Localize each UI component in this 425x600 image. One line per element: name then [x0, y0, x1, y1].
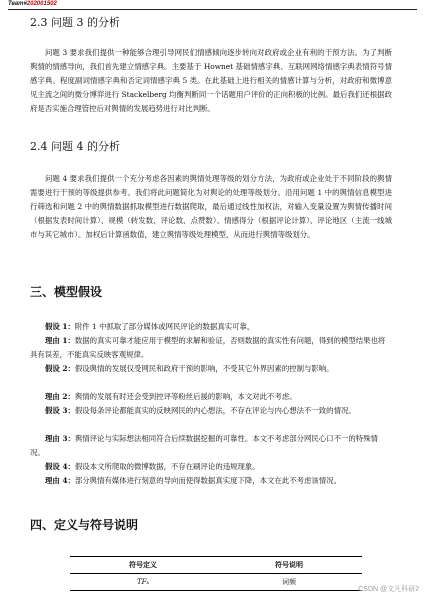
- symbol-table: [70, 556, 362, 591]
- section-2-4-title: 2.4 问题 4 的分析: [30, 140, 120, 153]
- reason-1-text: 数据的真实可靠才能应用于模型的求解和验证，否则数据的真实性有问题，得到的模型结果也将具有误差，不能真实反映客观规律。: [30, 336, 386, 359]
- hypothesis-1-text: 附件 1 中抓取了部分媒体或网民评论的数据真实可靠，: [74, 322, 255, 331]
- reason-2: [30, 390, 392, 404]
- symbol-table-header-row: [70, 557, 362, 574]
- section-4-title: 四、定义与符号说明: [30, 518, 139, 532]
- hypothesis-1: [30, 320, 392, 334]
- hypothesis-3-text: 假设每条评论都能真实的反映网民的内心想法，不存在评论与内心想法不一致的情况。: [74, 406, 356, 415]
- symbol-cell: TFₖ: [136, 578, 150, 586]
- hypothesis-3: [30, 404, 392, 418]
- hypothesis-3-label: 假设 3：: [45, 406, 75, 415]
- team-number-header: [8, 1, 57, 7]
- section-2-4-body: 问题 4 要求我们提供一个充分考虑各因素的舆情处理等级的划分方法，为政府或企业处于不同阶段的舆情需要进行干预的等级提供参考。我们将此问题简化为对舆论的处理等级划分。沿用问题 1 中的舆情信息模型进行筛选和问题 2 中的舆情数据抓取模型进行数据爬取，最后通过线性加权法，对输入变量设置为舆情传播时间（根据发表时间计算）、规模（转发数、评论数、点赞数）、情感得分（根据评论计算）、评论地区（主流一线城市与其它城市）。加权后计算函数值，建立舆情等级处理模型，从而进行舆情等级划分。: [30, 174, 392, 239]
- reason-4-label: 理由 4：: [45, 476, 75, 485]
- watermark: CSDN @文凡科研2: [358, 586, 419, 593]
- reason-2-label: 理由 2：: [45, 392, 75, 401]
- team-number: 202001502: [26, 1, 57, 7]
- section-2-3-title: 2.3 问题 3 的分析: [30, 16, 120, 29]
- hypothesis-1-label: 假设 1：: [45, 322, 75, 331]
- symbol-description-cell: 词频: [282, 578, 296, 586]
- hypothesis-4-label: 假设 4：: [45, 462, 75, 471]
- reason-2-text: 舆情的发展有时还会受到控评等粉丝后援的影响，本文对此不考虑。: [74, 392, 297, 401]
- hypothesis-4: [30, 460, 392, 474]
- reason-1: [30, 334, 392, 362]
- section-3-title: 三、模型假设: [30, 285, 103, 299]
- symbol-table-header-description: 符号说明: [275, 560, 303, 569]
- hypothesis-2-text: 假设舆情的发展仅受网民和政府干预的影响，不受其它外界因素的控制与影响。: [74, 364, 334, 373]
- hypothesis-4-text: 假设本文所爬取的微博数据，不存在刷评论的违规现象。: [74, 462, 260, 471]
- hypothesis-2-label: 假设 2：: [45, 364, 75, 373]
- reason-4: [30, 474, 392, 488]
- header-rule: [8, 9, 417, 10]
- reason-4-text: 部分舆情有媒体进行刻意的导向而使得数据真实度下降，本文在此不考虑该情况。: [74, 476, 341, 485]
- table-row: [70, 574, 362, 591]
- reason-3-text: 舆情评论与实际想法相同符合后续数据挖掘的可靠性。本文不考虑部分网民心口不一的特殊情况。: [30, 434, 378, 457]
- reason-3: [30, 432, 392, 460]
- reason-1-label: 理由 1：: [45, 336, 75, 345]
- team-label: Team#: [8, 1, 27, 7]
- hypothesis-2: [30, 362, 392, 376]
- reason-3-label: 理由 3：: [45, 434, 75, 443]
- symbol-table-header-definition: 符号定义: [129, 560, 157, 569]
- section-2-3-body: 问题 3 要求我们提供一种能够合理引导网民们情感倾向逐步转向对政府或企业有利的干预方法。为了判断舆情的情感导向，我们首先建立情感字典。主要基于 Hownet 基础情感字典、互联网网络情感字典表情符号情感字典、程度副词情感字典和否定词情感字典 5 类。在此基础上进行相关的情感计算与分析，对政府和微博意见主流之间的微分博弈进行 Stackelberg 均衡判断同一个话题用户评价的正向积极的比例。最后我们还根据政府是否实施合理管控后对舆情的发展趋势进行对比判断。: [30, 48, 392, 113]
